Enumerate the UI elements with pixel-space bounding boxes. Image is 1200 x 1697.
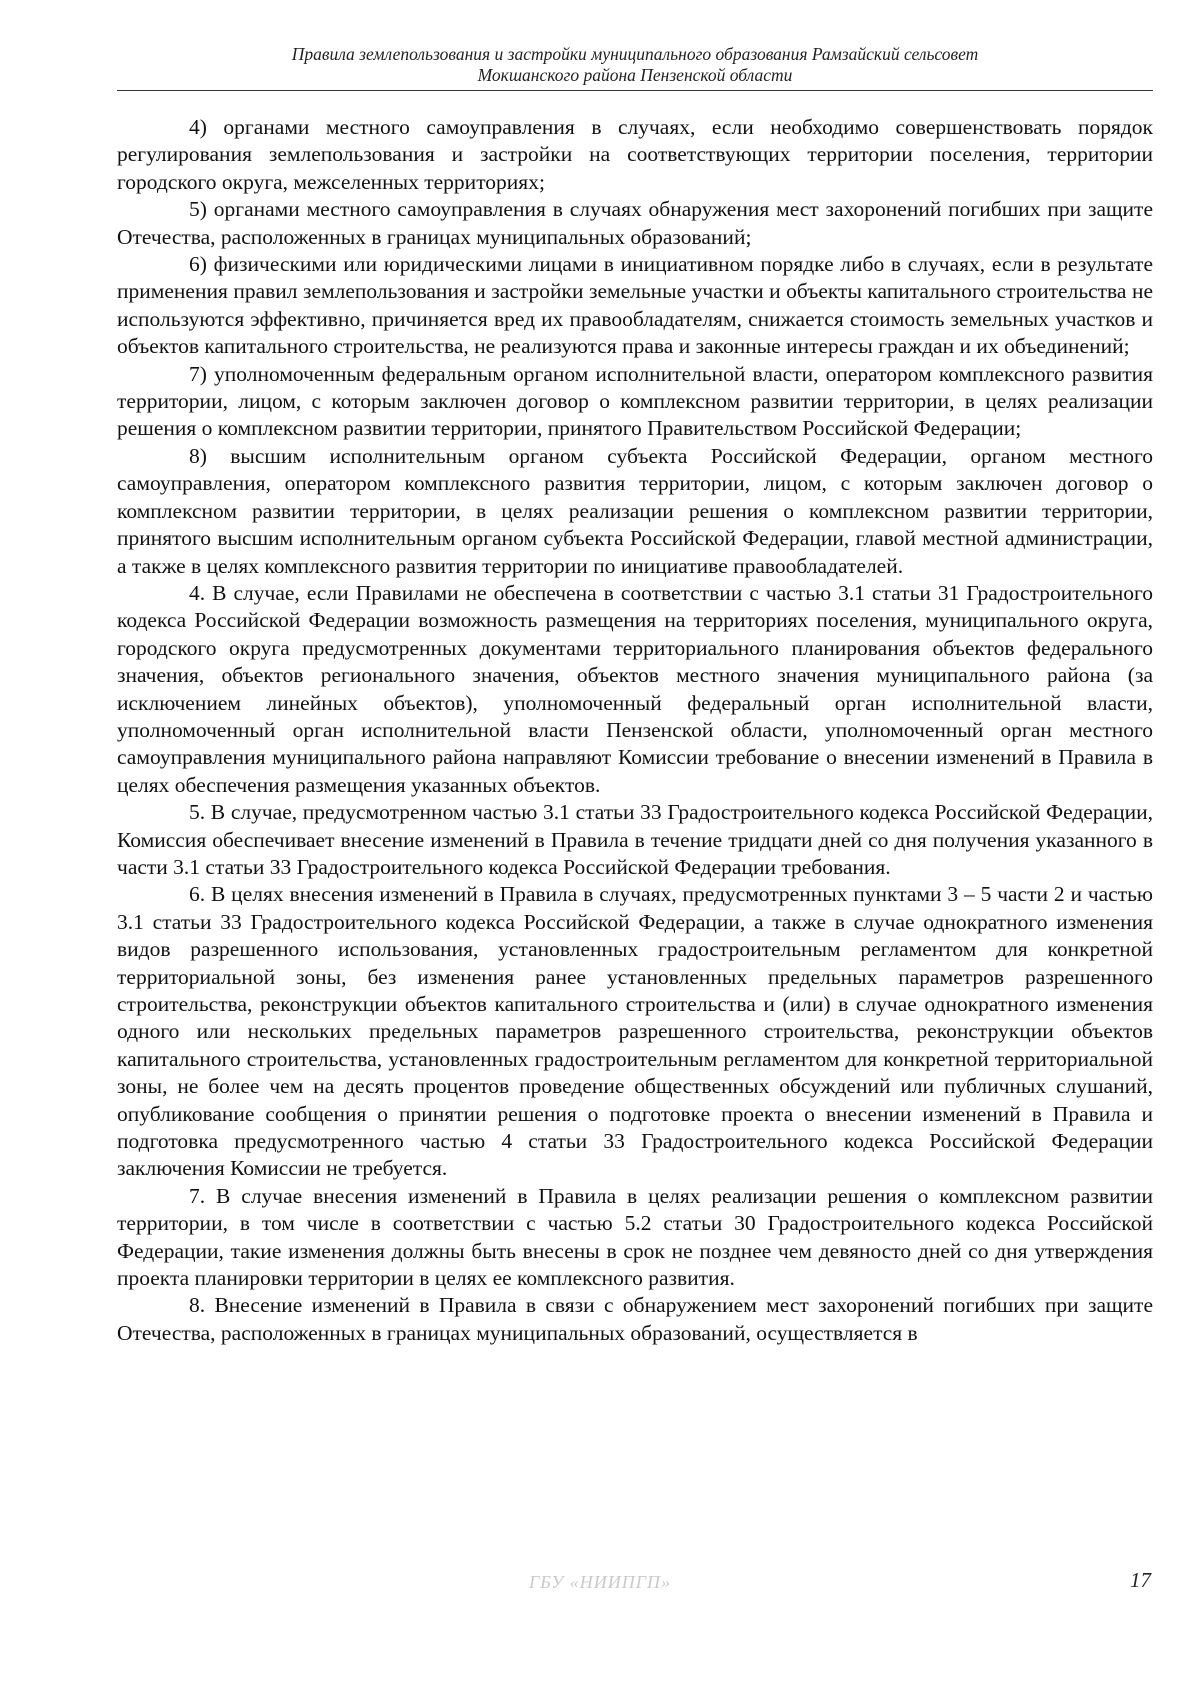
paragraph-clause-6: 6. В целях внесения изменений в Правила в случаях, предусмотренных пунктами 3 – 5 части 2 и частью 3.1 статьи 33 Градостроительного кодекса Российской Федерации, а также в случае однократного изменения видов разрешенного использования, установленных градостроительным регламентом для конкретной территориальной зоны, без изменения ранее установленных предельных параметров разрешенного строительства, реконструкции объектов капитального строительства и (или) в случае однократного изменения одного или нескольких предельных параметров разрешенного строительства, реконструкции объектов капитального строительства, установленных градостроительным регламентом для конкретной территориальной зоны, не более чем на десять процентов проведение общественных обсуждений или публичных слушаний, опубликование сообщения о принятии решения о подготовке проекта о внесении изменений в Правила и подготовка предусмотренного частью 4 статьи 33 Градостроительного кодекса Российской Федерации заключения Комиссии не требуется. (117, 882, 1153, 1181)
footer-organization: ГБУ «НИИПГП» (529, 1572, 671, 1592)
paragraph-clause-5: 5. В случае, предусмотренном частью 3.1 статьи 33 Градостроительного кодекса Российской Федерации, Комиссия обеспечивает внесение изменений в Правила в течение тридцати дней со дня получения указанного в части 3.1 статьи 33 Градостроительного кодекса Российской Федерации требования. (117, 800, 1153, 879)
paragraph-item-5: 5) органами местного самоуправления в случаях обнаружения мест захоронений погибших при защите Отечества, расположенных в границах муниципальных образований; (117, 197, 1153, 249)
running-header (117, 44, 1153, 86)
paragraph-item-4: 4) органами местного самоуправления в случаях, если необходимо совершенствовать порядок регулирования землепользования и застройки на соответствующих территории поселения, территории городского округа, межселенных территориях; (117, 115, 1153, 194)
page-number: 17 (1130, 1568, 1151, 1592)
paragraph-clause-4: 4. В случае, если Правилами не обеспечена в соответствии с частью 3.1 статьи 31 Градостроительного кодекса Российской Федерации возможность размещения на территориях поселения, муниципального округа, городского округа предусмотренных документами территориального планирования объектов федерального значения, объектов регионального значения, объектов местного значения муниципального района (за исключением линейных объектов), уполномоченный федеральный орган исполнительной власти, уполномоченный орган исполнительной власти Пензенской области, уполномоченный орган местного самоуправления муниципального района направляют Комиссии требование о внесении изменений в Правила в целях обеспечения размещения указанных объектов. (117, 580, 1153, 797)
paragraph-clause-7: 7. В случае внесения изменений в Правила в целях реализации решения о комплексном развитии территории, в том числе в соответствии с частью 5.2 статьи 30 Градостроительного кодекса Российской Федерации, такие изменения должны быть внесены в срок не позднее чем девяносто дней со дня утверждения проекта планировки территории в целях ее комплексного развития. (117, 1183, 1153, 1291)
paragraph-item-8: 8) высшим исполнительным органом субъекта Российской Федерации, органом местного самоуправления, оператором комплексного развития территории, лицом, с которым заключен договор о комплексном развитии территории, в целях реализации решения о комплексном развитии территории, принятого высшим исполнительным органом субъекта Российской Федерации, главой местной администрации, а также в целях комплексного развития территории по инициативе правообладателей. (117, 443, 1153, 578)
paragraph-item-7: 7) уполномоченным федеральным органом исполнительной власти, оператором комплексного развития территории, лицом, с которым заключен договор о комплексном развитии территории, в целях реализации решения о комплексном развитии территории, принятого Правительством Российской Федерации; (117, 361, 1153, 441)
header-divider (117, 90, 1153, 91)
paragraph-item-6: 6) физическими или юридическими лицами в инициативном порядке либо в случаях, если в результате применения правил землепользования и застройки земельные участки и объекты капитального строительства не используются эффективно, причиняется вред их правообладателям, снижается стоимость земельных участков и объектов капитального строительства, не реализуются права и законные интересы граждан и их объединений; (117, 252, 1153, 359)
header-line-2: Мокшанского района Пензенской области (477, 65, 793, 85)
header-line-1: Правила землепользования и застройки муниципального образования Рамзайский сельсовет (291, 44, 979, 64)
document-body (117, 114, 1153, 1347)
paragraph-clause-8: 8. Внесение изменений в Правила в связи с обнаружением мест захоронений погибших при защите Отечества, расположенных в границах муниципальных образований, осуществляется в (117, 1293, 1153, 1345)
